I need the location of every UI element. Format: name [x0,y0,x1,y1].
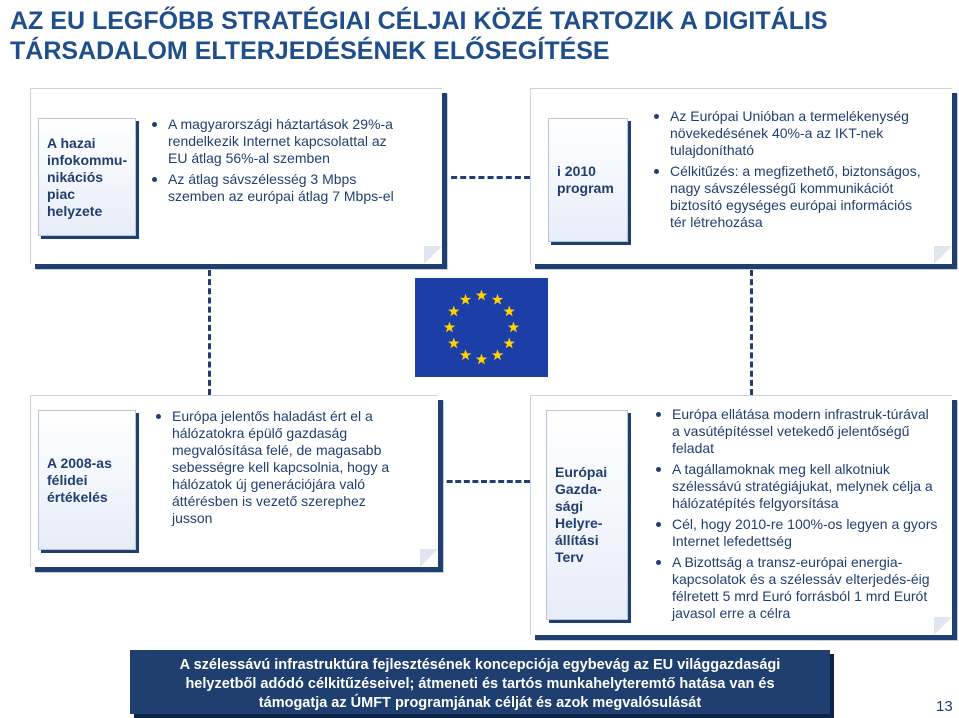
bullet-item: A magyarországi háztartások 29%-a rendelkezik Internet kapcsolattal az EU átlag 56%-al szemben [146,116,398,167]
page-fold [934,246,952,264]
bullet-item: Európa jelentős haladást ért el a hálózatokra épülő gazdaság megvalósítása felé, de magasabb sebességre kell kapcsolnia, hogy a hálózatok új generációjára való áttérésben is vezető szerephez jusson [150,408,400,527]
flag-star-icon [444,322,455,333]
eu-flag-icon [415,278,548,377]
slide-title-line2: TÁRSADALOM ELTERJEDÉSÉNEK ELŐSEGÍTÉSE [10,37,610,65]
bullet-item: Az átlag sávszélesség 3 Mbps szemben az európai átlag 7 Mbps-el [146,171,398,205]
page-fold [424,246,442,264]
bullet-item: Európa ellátása modern infrastruk-túrával a vasútépítéssel vetekedő jelentőségű feladat [650,406,940,457]
slide-title-line1: AZ EU LEGFŐBB STRATÉGIAI CÉLJAI KÖZÉ TARTOZIK A DIGITÁLIS [10,7,828,35]
list-helyreallitasi-terv [650,406,940,626]
bullet-item: Cél, hogy 2010-re 100%-os legyen a gyors Internet lefedettség [650,516,940,550]
bullet-item: Az Európai Unióban a termelékenység növekedésének 40%-a az IKT-nek tulajdonítható [648,108,930,159]
bullet-item: A Bizottság a transz-európai energia-kapcsolatok és a szélessáv elterjedés-éig félretett 5 mrd Euró forrásból 1 mrd Eurót javasol erre a célra [650,554,940,622]
label-i2010-text: i 2010 program [557,163,614,196]
list-hazai-piac [146,116,398,209]
flag-star-icon [492,349,503,360]
label-hazai-piac-text: A hazai infokommu-nikációs piac helyzete [47,134,128,219]
connector-bottom [438,480,530,483]
label-felidei-ertekeles [38,410,136,550]
page-fold [420,549,438,567]
flag-star-icon [504,338,515,349]
eu-flag-stars [415,278,548,377]
slide-title [10,6,950,66]
list-i2010 [648,108,930,235]
footer-banner [130,650,830,714]
flag-star-icon [508,322,519,333]
footer-line2: helyzetből adódó célkitűzéseivel; átmeneti és tartós munkahelyteremtő hatása van és [185,676,775,692]
footer-line3: támogatja az ÚMFT programjának célját és azok megvalósulását [258,695,702,711]
footer-line1: A szélessávú infrastruktúra fejlesztésének koncepciója egybevág az EU világgazdasági [179,657,781,673]
connector-top [442,176,530,179]
flag-star-icon [448,306,459,317]
flag-star-icon [492,294,503,305]
connector-top-left-down [208,270,211,395]
page-number: 13 [936,698,953,715]
flag-star-icon [476,290,487,301]
connector-top-right-down [750,270,753,395]
list-felidei-ertekeles [150,408,400,531]
label-hazai-piac [38,118,136,236]
label-felidei-ertekeles-text: A 2008-as félidei értékelés [47,454,112,505]
flag-star-icon [504,306,515,317]
flag-star-icon [460,294,471,305]
bullet-item: Célkitűzés: a megfizethető, biztonságos, nagy sávszélességű kommunikációt biztosító egységes európai információs tér létrehozása [648,163,930,231]
label-i2010 [548,118,628,242]
flag-star-icon [460,349,471,360]
flag-star-icon [448,338,459,349]
flag-star-icon [476,354,487,365]
label-helyreallitasi-terv-text: Európai Gazda-sági Helyre-állítási Terv [555,464,608,565]
label-helyreallitasi-terv [546,410,628,620]
bullet-item: A tagállamoknak meg kell alkotniuk szélessávú stratégiájukat, melynek célja a hálózatépítés felgyorsítása [650,461,940,512]
